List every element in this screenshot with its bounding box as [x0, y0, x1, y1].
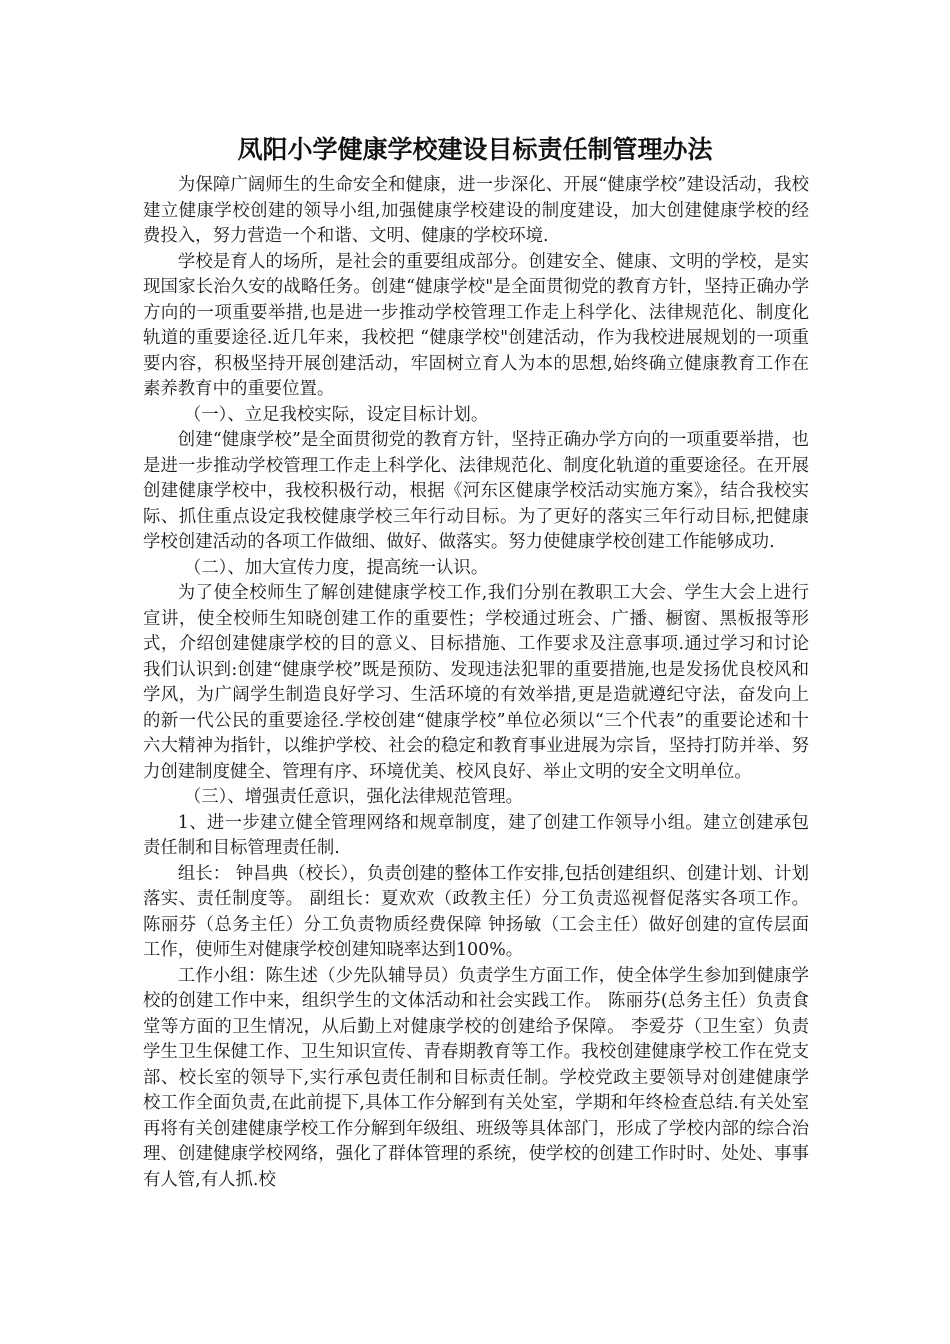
- section-heading-3: （三）、增强责任意识，强化法律规范管理。: [183, 787, 523, 807]
- document-body: [143, 173, 809, 1193]
- paragraph-item-1: 1、进一步建立健全管理网络和规章制度，建了创建工作领导小组。建立创建承包责任制和目标管理责任制.: [143, 812, 809, 858]
- paragraph-section-2: 为了使全校师生了解创建健康学校工作,我们分别在教职工大会、学生大会上进行宣讲，使全校师生知晓创建工作的重要性；学校通过班会、广播、橱窗、黑板报等形式，介绍创建健康学校的目的意义、目标措施、工作要求及注意事项.通过学习和讨论我们认识到:创建“健康学校”既是预防、发现违法犯罪的重要措施,也是发扬优良校风和学风，为广阔学生制造良好学习、生活环境的有效举措,更是造就遵纪守法，奋发向上的新一代公民的重要途径.学校创建“健康学校”单位必须以“三个代表”的重要论述和十六大精神为指针，以维护学校、社会的稳定和教育事业进展为宗旨，坚持打防并举、努力创建制度健全、管理有序、环境优美、校风良好、举止文明的安全文明单位。: [143, 583, 809, 782]
- paragraph-intro: 为保障广阔师生的生命安全和健康，进一步深化、开展“健康学校”建设活动，我校建立健康学校创建的领导小组,加强健康学校建设的制度建设，加大创建健康学校的经费投入，努力营造一个和谐、文明、健康的学校环境.: [143, 175, 809, 246]
- section-heading-2: （二）、加大宣传力度，提高统一认识。: [183, 557, 489, 578]
- paragraph-working-group: 工作小组：陈生述（少先队辅导员）负责学生方面工作，使全体学生参加到健康学校的创建工作中来，组织学生的文体活动和社会实践工作。 陈丽芬(总务主任）负责食堂等方面的卫生情况，从后勤上对健康学校的创建给予保障。 李爱芬（卫生室）负责学生卫生保健工作、卫生知识宣传、青春期教育等工作。我校创建健康学校工作在党支部、校长室的领导下,实行承包责任制和目标责任制。学校党政主要领导对创建健康学校工作全面负责,在此前提下,具体工作分解到有关处室，学期和年终检查总结.有关处室再将有关创建健康学校工作分解到年级组、班级等具体部门，形成了学校内部的综合治理、创建健康学校网络，强化了群体管理的系统，使学校的创建工作时时、处处、事事有人管,有人抓.校: [143, 965, 809, 1190]
- document-title: 凤阳小学健康学校建设目标责任制管理办法: [237, 135, 713, 164]
- paragraph-team-leaders: 组长： 钟昌典（校长），负责创建的整体工作安排,包括创建组织、创建计划、计划落实、责任制度等。 副组长：夏欢欢（政教主任）分工负责巡视督促落实各项工作。 陈丽芬（总务主任）分工负责物质经费保障 钟扬敏（工会主任）做好创建的宣传层面工作，使师生对健康学校创建知晓率达到100%。: [143, 863, 809, 960]
- paragraph-section-1: 创建“健康学校”是全面贯彻党的教育方针，坚持正确办学方向的一项重要举措，也是进一步推动学校管理工作走上科学化、法律规范化、制度化轨道的重要途径。在开展创建健康学校中，我校积极行动，根据《河东区健康学校活动实施方案》，结合我校实际、抓住重点设定我校健康学校三年行动目标。为了更好的落实三年行动目标,把健康学校创建活动的各项工作做细、做好、做落实。努力使健康学校创建工作能够成功.: [143, 430, 809, 552]
- section-heading-1: （一）、立足我校实际，设定目标计划。: [183, 404, 489, 425]
- paragraph-school-role: 学校是育人的场所，是社会的重要组成部分。创建安全、健康、文明的学校，是实现国家长治久安的战略任务。创建“健康学校"是全面贯彻党的教育方针，坚持正确办学方向的一项重要举措,也是进一步推动学校管理工作走上科学化、法律规范化、制度化轨道的重要途径.近几年来，我校把 “健康学校"创建活动，作为我校进展规划的一项重要内容，积极坚持开展创建活动，牢固树立育人为本的思想,始终确立健康教育工作在素养教育中的重要位置。: [143, 251, 809, 399]
